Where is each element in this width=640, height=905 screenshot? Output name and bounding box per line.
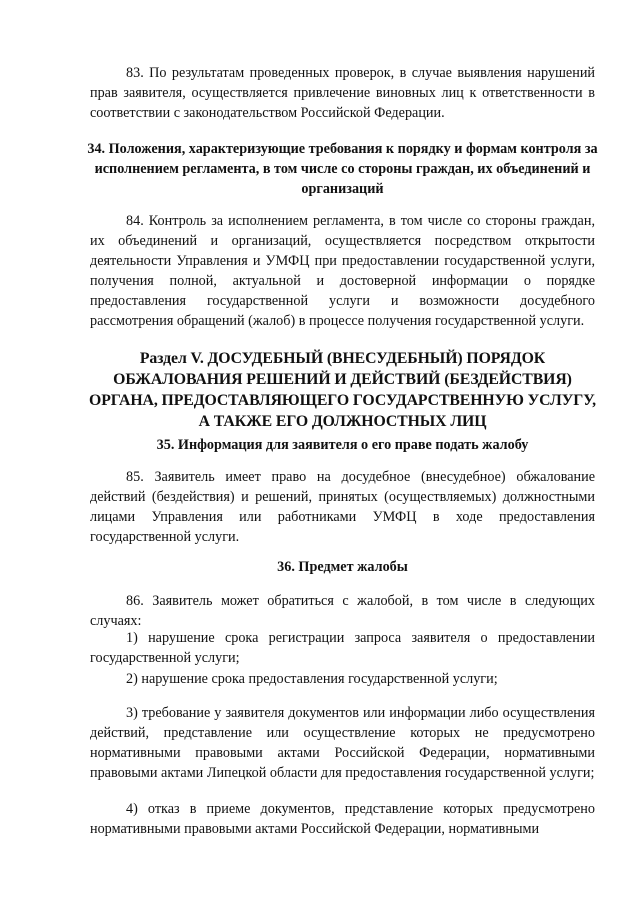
list-item-4: 4) отказ в приеме документов, представление которых предусмотрено нормативными правовыми актами Российской Федерации, нормативными <box>90 801 595 837</box>
paragraph-83: 83. По результатам проведенных проверок, в случае выявления нарушений прав заявителя, осуществляется привлечение виновных лиц к ответственности в соответствии с законодательством Российской Федерации. <box>90 65 595 121</box>
paragraph-84: 84. Контроль за исполнением регламента, в том числе со стороны граждан, их объединений и организаций, осуществляется посредством открытости деятельности Управления и УМФЦ при предоставлении государственной услуги, получения полной, актуальной и достоверной информации о порядке предоставления государственной услуги и возможности досудебного рассмотрения обращений (жалоб) в процессе получения государственной услуги. <box>90 213 595 329</box>
list-item-3: 3) требование у заявителя документов или информации либо осуществления действий, представление или осуществление которых не предусмотрено нормативными правовыми актами Российской Федерации, нормативными правовыми актами Липецкой области для предоставления государственной услуги; <box>90 705 595 781</box>
paragraph-85: 85. Заявитель имеет право на досудебное (внесудебное) обжалование действий (бездействия) и решений, принятых (осуществляемых) должностными лицами Управления или работниками УМФЦ в ходе предоставления государственной услуги. <box>90 469 595 545</box>
section-heading-36: 36. Предмет жалобы <box>277 559 408 575</box>
list-item-1: 1) нарушение срока регистрации запроса заявителя о предоставлении государственной услуги; <box>90 630 595 666</box>
section-heading-34: 34. Положения, характеризующие требования к порядку и формам контроля за исполнением регламента, в том числе со стороны граждан, их объединений и организаций <box>87 141 598 197</box>
part-heading-v: Раздел V. ДОСУДЕБНЫЙ (ВНЕСУДЕБНЫЙ) ПОРЯДОК ОБЖАЛОВАНИЯ РЕШЕНИЙ И ДЕЙСТВИЙ (БЕЗДЕЙСТВИЯ) ОРГАНА, ПРЕДОСТАВЛЯЮЩЕГО ГОСУДАРСТВЕННУЮ УСЛУГУ, А ТАКЖЕ ЕГО ДОЛЖНОСТНЫХ ЛИЦ <box>89 350 596 430</box>
paragraph-86: 86. Заявитель может обратиться с жалобой, в том числе в следующих случаях: <box>90 593 595 629</box>
section-heading-35: 35. Информация для заявителя о его праве подать жалобу <box>156 437 529 453</box>
list-item-2: 2) нарушение срока предоставления государственной услуги; <box>126 671 498 687</box>
